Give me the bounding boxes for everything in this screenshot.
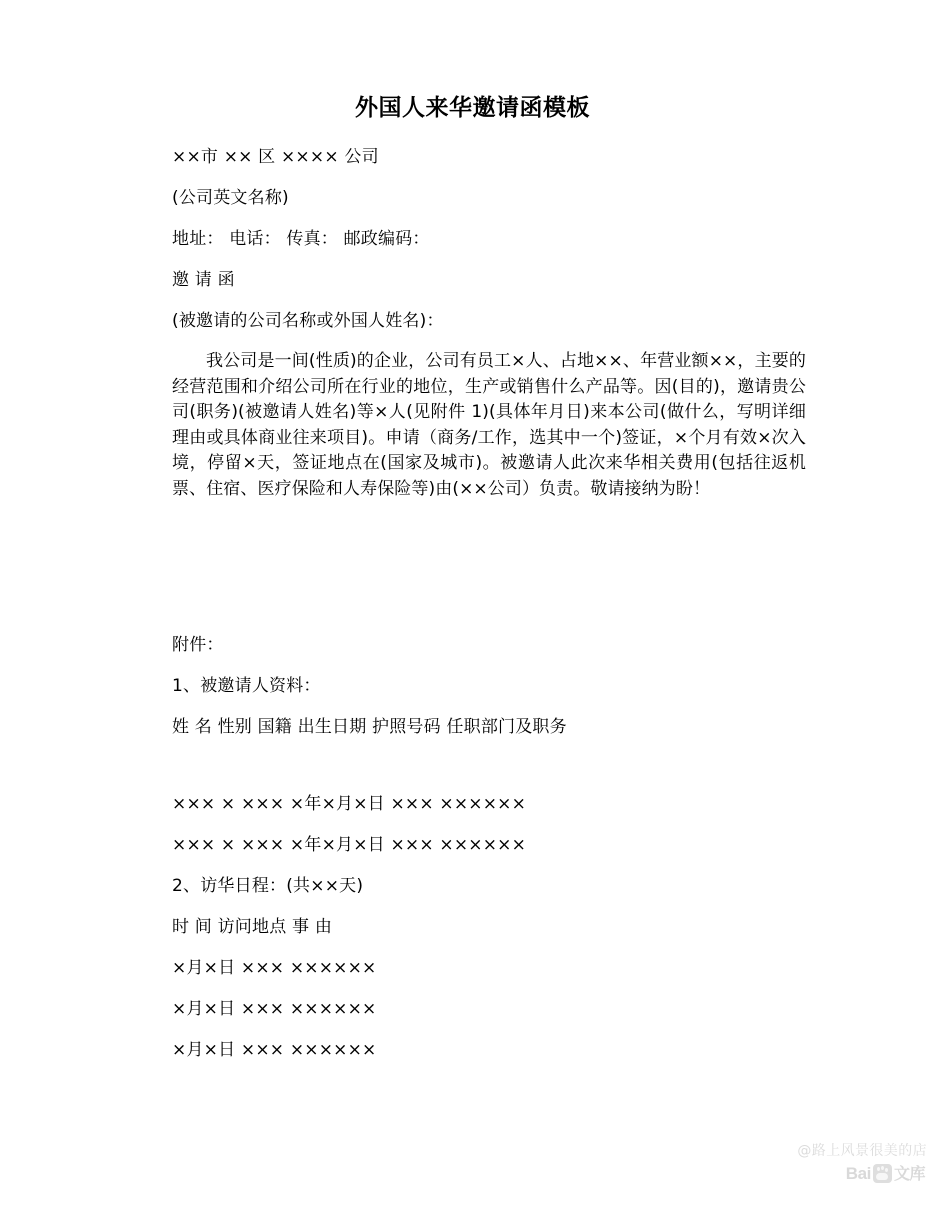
attachment-section-1-heading: 1、被邀请人资料： [172, 676, 321, 696]
watermark [797, 1141, 927, 1183]
invitee-table-row: ××× × ××× ×年×月×日 ××× ×××××× [172, 794, 527, 814]
company-name-cn: ××市 ×× 区 ×××× 公司 [172, 147, 379, 167]
baidu-wenku-logo [797, 1164, 925, 1183]
invitee-table-row: ××× × ××× ×年×月×日 ××× ×××××× [172, 835, 527, 855]
page-title: 外国人来华邀请函模板 [355, 95, 590, 121]
paw-icon [873, 1164, 892, 1183]
baidu-wordmark: Bai [845, 1163, 871, 1183]
attachment-section-2-heading: 2、访华日程：(共××天) [172, 876, 364, 896]
company-name-en: (公司英文名称) [172, 188, 289, 208]
invitation-letter-label: 邀 请 函 [172, 270, 235, 290]
company-contact-line: 地址： 电话： 传真： 邮政编码： [172, 229, 430, 249]
wenku-wordmark: 文库 [893, 1163, 925, 1183]
schedule-table-header: 时 间 访问地点 事 由 [172, 917, 333, 937]
attachments-label: 附件： [172, 635, 224, 655]
invitation-body-paragraph: 我公司是一间(性质)的企业，公司有员工×人、占地××、年营业额××，主要的经营范围和介绍公司所在行业的地位，生产或销售什么产品等。因(目的)，邀请贵公司(职务)(被邀请人姓名)等×人(见附件 1)(具体年月日)来本公司(做什么，写明详细理由或具体商业往来项目)。申请（商务/工作，选其中一个)签证，×个月有效×次入境，停留×天，签证地点在(国家及城市)。被邀请人此次来华相关费用(包括往返机票、住宿、医疗保险和人寿保险等)由(××公司）负责。敬请接纳为盼！ [172, 351, 806, 499]
watermark-shop-name: @路上风景很美的店 [797, 1143, 927, 1159]
schedule-table-row: ×月×日 ××× ×××××× [172, 1040, 377, 1060]
schedule-table-row: ×月×日 ××× ×××××× [172, 958, 377, 978]
invitee-table-header: 姓 名 性别 国籍 出生日期 护照号码 任职部门及职务 [172, 717, 567, 737]
schedule-table-row: ×月×日 ××× ×××××× [172, 999, 377, 1019]
recipient-line: (被邀请的公司名称或外国人姓名)： [172, 311, 444, 331]
